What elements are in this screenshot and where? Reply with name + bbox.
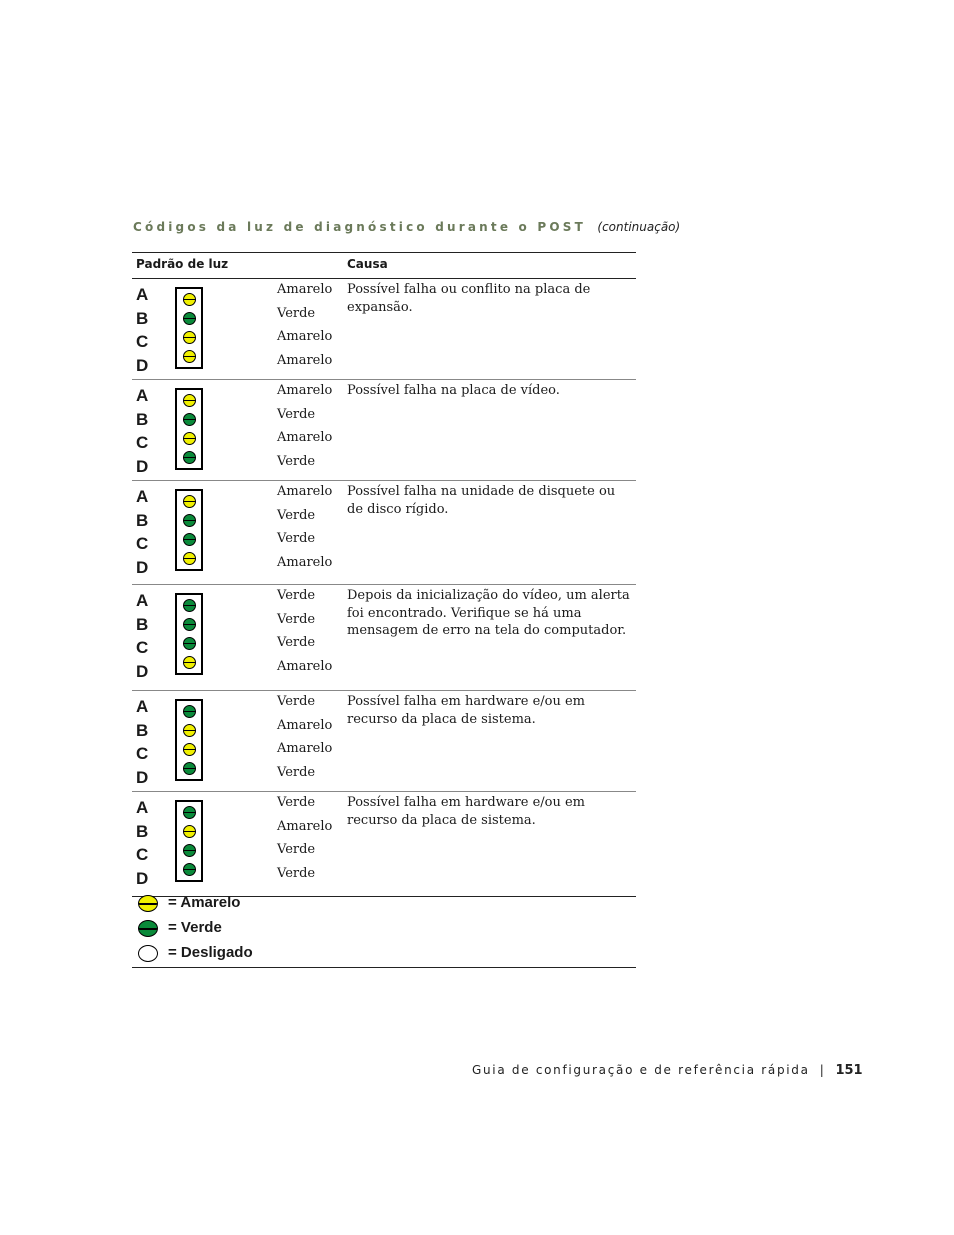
green-led-icon bbox=[183, 863, 196, 876]
footer-separator: | bbox=[819, 1063, 826, 1077]
green-led-icon bbox=[183, 312, 196, 325]
color-label: Verde bbox=[277, 635, 316, 650]
pattern-letter: B bbox=[136, 614, 149, 634]
pattern-letter: A bbox=[136, 487, 149, 506]
cause-text: Possível falha na unidade de disquete ou de disco rígido. bbox=[347, 484, 616, 517]
cause-text: Depois da inicialização do vídeo, um alerta foi encontrado. Verifique se há uma mensagem de erro na tela do computador. bbox=[347, 588, 630, 638]
color-label: Verde bbox=[277, 531, 316, 546]
pattern-letter: D bbox=[136, 767, 149, 787]
pattern-letter: C bbox=[136, 433, 149, 452]
page-footer bbox=[472, 1063, 863, 1078]
color-list bbox=[277, 794, 332, 888]
pattern-letter: B bbox=[136, 409, 149, 429]
pattern-letter: C bbox=[136, 534, 149, 553]
pattern-letters bbox=[136, 695, 148, 789]
color-label: Verde bbox=[277, 764, 316, 780]
color-list bbox=[277, 382, 332, 476]
pattern-letter: C bbox=[136, 845, 149, 864]
legend-green-label: = Verde bbox=[168, 919, 222, 936]
color-label: Amarelo bbox=[277, 383, 333, 398]
yellow-led-icon bbox=[183, 331, 196, 344]
pattern-letter: D bbox=[136, 868, 149, 888]
yellow-led-icon bbox=[183, 552, 196, 565]
color-label: Verde bbox=[277, 694, 316, 709]
pattern-letters bbox=[136, 589, 148, 683]
header-cause: Causa bbox=[347, 257, 388, 271]
pattern-letter: B bbox=[136, 510, 149, 530]
legend-yellow-label: = Amarelo bbox=[168, 894, 241, 911]
pattern-letters bbox=[136, 384, 148, 478]
green-led-icon bbox=[183, 599, 196, 612]
pattern-letter: C bbox=[136, 744, 149, 763]
page-number: 151 bbox=[835, 1063, 863, 1078]
led-panel bbox=[175, 287, 203, 369]
color-label: Verde bbox=[277, 795, 316, 810]
green-led-icon bbox=[138, 920, 158, 937]
caption-title: Códigos da luz de diagnóstico durante o POST bbox=[133, 220, 586, 234]
green-led-icon bbox=[183, 844, 196, 857]
green-led-icon bbox=[183, 533, 196, 546]
green-led-icon bbox=[183, 514, 196, 527]
pattern-letter: A bbox=[136, 591, 149, 610]
yellow-led-icon bbox=[183, 743, 196, 756]
color-label: Amarelo bbox=[277, 430, 333, 445]
led-panel bbox=[175, 388, 203, 470]
legend-off-label: = Desligado bbox=[168, 944, 253, 961]
color-label: Amarelo bbox=[277, 554, 333, 570]
table-row bbox=[132, 380, 636, 481]
color-label: Verde bbox=[277, 588, 316, 603]
pattern-letters bbox=[136, 796, 148, 890]
green-led-icon bbox=[183, 762, 196, 775]
color-list bbox=[277, 281, 332, 375]
green-led-icon bbox=[183, 413, 196, 426]
pattern-letter: A bbox=[136, 386, 149, 405]
green-led-icon bbox=[183, 637, 196, 650]
color-list bbox=[277, 483, 332, 577]
color-label: Amarelo bbox=[277, 717, 333, 733]
pattern-letter: B bbox=[136, 720, 149, 740]
yellow-led-icon bbox=[183, 825, 196, 838]
green-led-icon bbox=[183, 618, 196, 631]
table-row bbox=[132, 691, 636, 792]
color-label: Amarelo bbox=[277, 352, 333, 368]
cause-text: Possível falha em hardware e/ou em recurso da placa de sistema. bbox=[347, 795, 586, 828]
yellow-led-icon bbox=[183, 724, 196, 737]
pattern-letter: C bbox=[136, 332, 149, 351]
pattern-letter: D bbox=[136, 557, 149, 577]
pattern-letter: A bbox=[136, 697, 149, 716]
cause-text: Possível falha na placa de vídeo. bbox=[347, 383, 560, 398]
header-pattern: Padrão de luz bbox=[136, 257, 229, 271]
color-label: Verde bbox=[277, 865, 316, 881]
pattern-letter: C bbox=[136, 638, 149, 657]
pattern-letter: A bbox=[136, 285, 149, 304]
led-panel bbox=[175, 800, 203, 882]
color-label: Amarelo bbox=[277, 329, 333, 344]
green-led-icon bbox=[183, 705, 196, 718]
color-label: Verde bbox=[277, 507, 316, 523]
color-label: Amarelo bbox=[277, 658, 333, 674]
table-row bbox=[132, 585, 636, 691]
color-list bbox=[277, 587, 332, 681]
pattern-letter: A bbox=[136, 798, 149, 817]
cause-text: Possível falha em hardware e/ou em recurso da placa de sistema. bbox=[347, 694, 586, 727]
pattern-letter: D bbox=[136, 456, 149, 476]
led-panel bbox=[175, 489, 203, 571]
pattern-letter: D bbox=[136, 661, 149, 681]
table-row bbox=[132, 279, 636, 380]
pattern-letter: D bbox=[136, 355, 149, 375]
pattern-letters bbox=[136, 283, 148, 377]
table-row bbox=[132, 792, 636, 897]
color-legend bbox=[132, 890, 636, 968]
yellow-led-icon bbox=[183, 293, 196, 306]
cause-text: Possível falha ou conflito na placa de expansão. bbox=[347, 282, 591, 315]
yellow-led-icon bbox=[183, 394, 196, 407]
table-caption bbox=[133, 220, 680, 234]
led-panel bbox=[175, 593, 203, 675]
color-label: Amarelo bbox=[277, 818, 333, 834]
pattern-letter: B bbox=[136, 308, 149, 328]
color-label: Verde bbox=[277, 611, 316, 627]
led-panel bbox=[175, 699, 203, 781]
yellow-led-icon bbox=[138, 895, 158, 912]
color-label: Amarelo bbox=[277, 282, 333, 297]
color-label: Verde bbox=[277, 842, 316, 857]
table-header bbox=[132, 253, 636, 279]
off-led-icon bbox=[138, 945, 158, 962]
color-label: Verde bbox=[277, 453, 316, 469]
yellow-led-icon bbox=[183, 350, 196, 363]
green-led-icon bbox=[183, 451, 196, 464]
table-row bbox=[132, 481, 636, 585]
caption-continuation: (continuação) bbox=[597, 220, 681, 234]
yellow-led-icon bbox=[183, 656, 196, 669]
pattern-letters bbox=[136, 485, 148, 579]
color-label: Verde bbox=[277, 305, 316, 321]
footer-title: Guia de configuração e de referência rápida bbox=[472, 1063, 810, 1077]
yellow-led-icon bbox=[183, 432, 196, 445]
color-list bbox=[277, 693, 332, 787]
pattern-letter: B bbox=[136, 821, 149, 841]
yellow-led-icon bbox=[183, 495, 196, 508]
table-body bbox=[132, 279, 636, 897]
green-led-icon bbox=[183, 806, 196, 819]
diagnostic-table bbox=[132, 252, 636, 897]
color-label: Verde bbox=[277, 406, 316, 422]
color-label: Amarelo bbox=[277, 484, 333, 499]
color-label: Amarelo bbox=[277, 741, 333, 756]
